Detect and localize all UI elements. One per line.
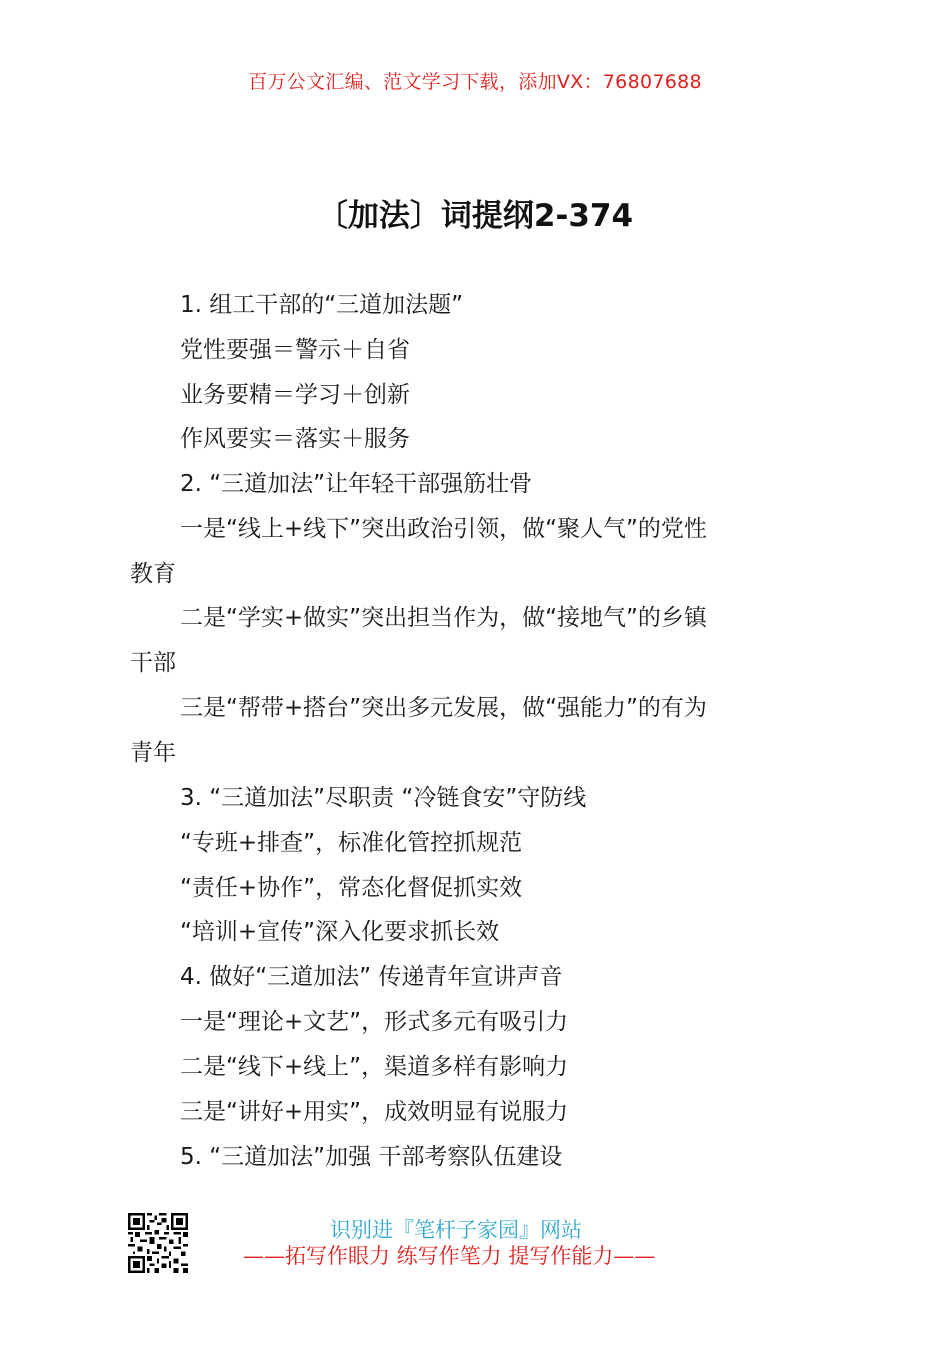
text-line: 一是“理论+文艺”，形式多元有吸引力	[180, 1009, 569, 1035]
page-title: 〔加法〕词提纲2-374	[316, 198, 634, 234]
text-line: 二是“学实+做实”突出担当作为，做“接地气”的乡镇	[180, 605, 707, 631]
footer-slogan: ——拓写作眼力 练写作笔力 提写作能力——	[243, 1244, 656, 1268]
qr-code-icon[interactable]	[128, 1213, 188, 1273]
text-line: 5. “三道加法”加强 干部考察队伍建设	[180, 1144, 563, 1170]
text-line: 教育	[130, 561, 176, 587]
text-line: 三是“帮带+搭台”突出多元发展，做“强能力”的有为	[180, 695, 707, 721]
text-line: 4. 做好“三道加法” 传递青年宣讲声音	[180, 964, 563, 990]
footer-site-link[interactable]: 识别进『笔杆子家园』网站	[330, 1218, 582, 1242]
text-line: 青年	[130, 740, 176, 766]
text-line: 干部	[130, 650, 176, 676]
text-line: 三是“讲好+用实”，成效明显有说服力	[180, 1099, 569, 1125]
text-line: “责任+协作”，常态化督促抓实效	[180, 875, 523, 901]
text-line: 党性要强＝警示＋自省	[180, 337, 410, 363]
text-line: 3. “三道加法”尽职责 “冷链食安”守防线	[180, 785, 587, 811]
text-line: 作风要实＝落实＋服务	[180, 426, 410, 452]
text-line: 2. “三道加法”让年轻干部强筋壮骨	[180, 471, 533, 497]
watermark-header: 百万公文汇编、范文学习下载，添加VX：76807688	[248, 71, 702, 93]
text-line: “培训+宣传”深入化要求抓长效	[180, 919, 500, 945]
text-line: 1. 组工干部的“三道加法题”	[180, 292, 464, 318]
text-line: 二是“线下+线上”，渠道多样有影响力	[180, 1054, 569, 1080]
text-line: 一是“线上+线下”突出政治引领，做“聚人气”的党性	[180, 516, 707, 542]
text-line: 业务要精＝学习＋创新	[180, 382, 410, 408]
text-line: “专班+排查”，标准化管控抓规范	[180, 830, 523, 856]
